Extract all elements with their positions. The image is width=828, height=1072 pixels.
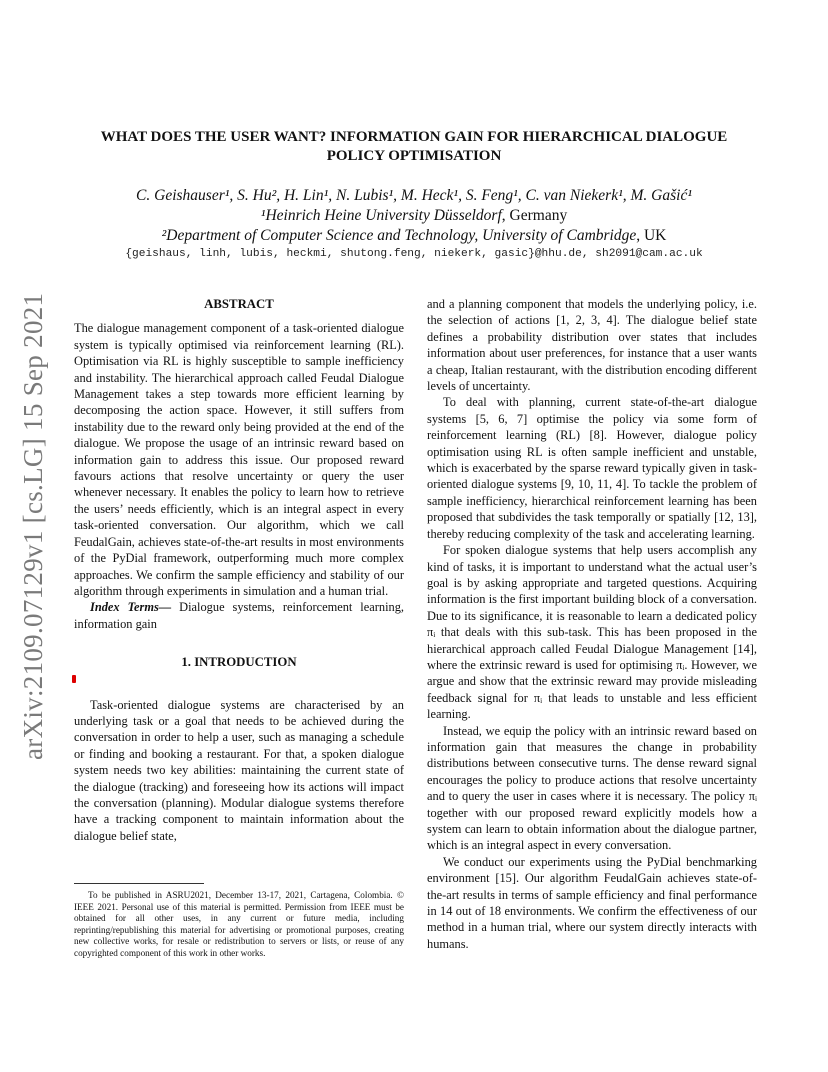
affiliation-2	[74, 226, 754, 246]
author-list: C. Geishauser¹, S. Hu², H. Lin¹, N. Lubis¹, M. Heck¹, S. Feng¹, C. van Niekerk¹, M. Gašić¹	[136, 187, 692, 204]
section-heading-introduction: 1. INTRODUCTION	[181, 655, 297, 670]
footnote-text: To be published in ASRU2021, December 13-17, 2021, Cartagena, Colombia. © IEEE 2021. Personal use of this material is permitted. Permission from IEEE must be obtained for all other uses, in any current or future media, including reprinting/republishing this material for advertising or promotional purposes, creating new collective works, for resale or redistribution to servers or lists, or reuse of any copyrighted component of this work in other works.	[74, 890, 404, 958]
affiliation-2-name: ²Department of Computer Science and Technology, University of Cambridge	[161, 227, 637, 244]
title-line-2: POLICY OPTIMISATION	[326, 148, 502, 164]
intro-paragraph-3: To deal with planning, current state-of-the-art dialogue systems [5, 6, 7] optimise the policy via some form of reinforcement learning (RL) [8]. However, dialogue policy optimisation using RL is often sample inefficient and unstable, which is exacerbated by the sparse reward typically given in task-oriented dialogue systems [9, 10, 11, 4]. To tackle the problem of sample inefficiency, hierarchical reinforcement learning has been proposed that subdivides the task temporally or spatially [12, 13], thereby reducing complexity of the task and accelerating learning.	[427, 395, 757, 541]
paper-title	[74, 128, 754, 166]
intro-paragraph-4: For spoken dialogue systems that help users accomplish any kind of tasks, it is important to understand what the actual user’s goal is by asking appropriate and targeted questions. Acquiring information is the first important building block of a conversation. Due to its significance, it is reasonable to learn a dedicated policy πᵢ that deals with this sub-task. This has been proposed in the hierarchical approach called Feudal Dialogue Management [14], where the extrinsic reward is used for optimising πᵢ. However, we argue and show that the extrinsic reward may provide misleading feedback signal for πᵢ that leads to unstable and less efficient learning.	[427, 543, 757, 722]
footnote-rule	[74, 883, 204, 884]
affiliation-1-country: , Germany	[501, 207, 568, 224]
index-terms-text: Dialogue systems, reinforcement learning, information gain	[74, 600, 405, 631]
intro-paragraph-6: We conduct our experiments using the PyDial benchmarking environment [15]. Our algorithm FeudalGain achieves state-of-the-art results in terms of sample efficiency and final performance in 14 out of 18 environments. We confirm the effectiveness of our method in a human trial, where our system directly interacts with humans.	[427, 854, 757, 951]
title-line-1: WHAT DOES THE USER WANT? INFORMATION GAIN FOR HIERARCHICAL DIALOGUE	[100, 129, 728, 145]
intro-paragraph-1: Task-oriented dialogue systems are characterised by an underlying task or a goal that needs to be achieved during the conversation in order to help a user, such as managing a schedule or finding and booking a restaurant. For that, a spoken dialogue system needs two key abilities: maintaining the current state of the dialogue (tracking) and foreseeing how its actions will impact the conversation (planning). Modular dialogue systems therefore have a tracking component to maintain information about the dialogue belief state,	[74, 697, 404, 843]
affiliation-1	[74, 206, 754, 226]
abstract-text: The dialogue management component of a task-oriented dialogue system is typically optimised via reinforcement learning (RL). Optimisation via RL is highly susceptible to sample inefficiency and instability. The hierarchical approach called Feudal Dialogue Management takes a step towards more efficient learning by decomposing the action space. However, it still suffers from instability due to the reward only being provided at the end of the dialogue. We propose the usage of an intrinsic reward based on information gain to address this issue. Our proposed reward favours actions that resolve uncertainty or query the user whenever necessary. It enables the policy to learn how to retrieve the users’ needs efficiently, which is an integral aspect in every task-oriented conversation. Our algorithm, which we call FeudalGain, achieves state-of-the-art results in most environments of the PyDial framework, outperforming much more complex approaches. We confirm the sample efficiency and stability of our algorithm through experiments in simulation and a human trial.	[74, 321, 404, 598]
right-column	[427, 296, 757, 952]
arxiv-identifier[interactable]: arXiv:2109.07129v1 [cs.LG] 15 Sep 2021	[18, 292, 48, 760]
index-terms-label: Index Terms—	[90, 600, 172, 615]
affiliation-2-country: , UK	[636, 227, 667, 244]
index-terms	[74, 599, 404, 632]
intro-paragraph-2: and a planning component that models the underlying policy, i.e. the selection of actions [1, 2, 3, 4]. The dialogue belief state defines a probability distribution over states that includes information about user preferences, for instance that a user wants a cheap, Italian restaurant, with the distribution encoding different levels of uncertainty.	[427, 297, 757, 394]
annotation-marker-icon[interactable]	[72, 675, 76, 683]
arxiv-sidebar	[18, 290, 58, 760]
footnote	[74, 890, 404, 960]
affiliation-1-name: ¹Heinrich Heine University Düsseldorf	[260, 207, 502, 224]
abstract-heading: ABSTRACT	[204, 297, 274, 311]
author-emails: {geishaus, linh, lubis, heckmi, shutong.feng, niekerk, gasic}@hhu.de, sh2091@cam.ac.uk	[125, 248, 703, 260]
intro-paragraph-5: Instead, we equip the policy with an intrinsic reward based on information gain that measures the change in probability distributions between consecutive turns. The dense reward signal encourages the policy to produce actions that resolve uncertainty and to query the user in cases where it is necessary. The policy πᵢ together with our proposed reward explicitly models how a system can learn to obtain information about the dialogue partner, which is an integral aspect in every conversation.	[427, 723, 757, 853]
left-column	[74, 296, 404, 844]
intro-wrapper	[74, 697, 404, 845]
